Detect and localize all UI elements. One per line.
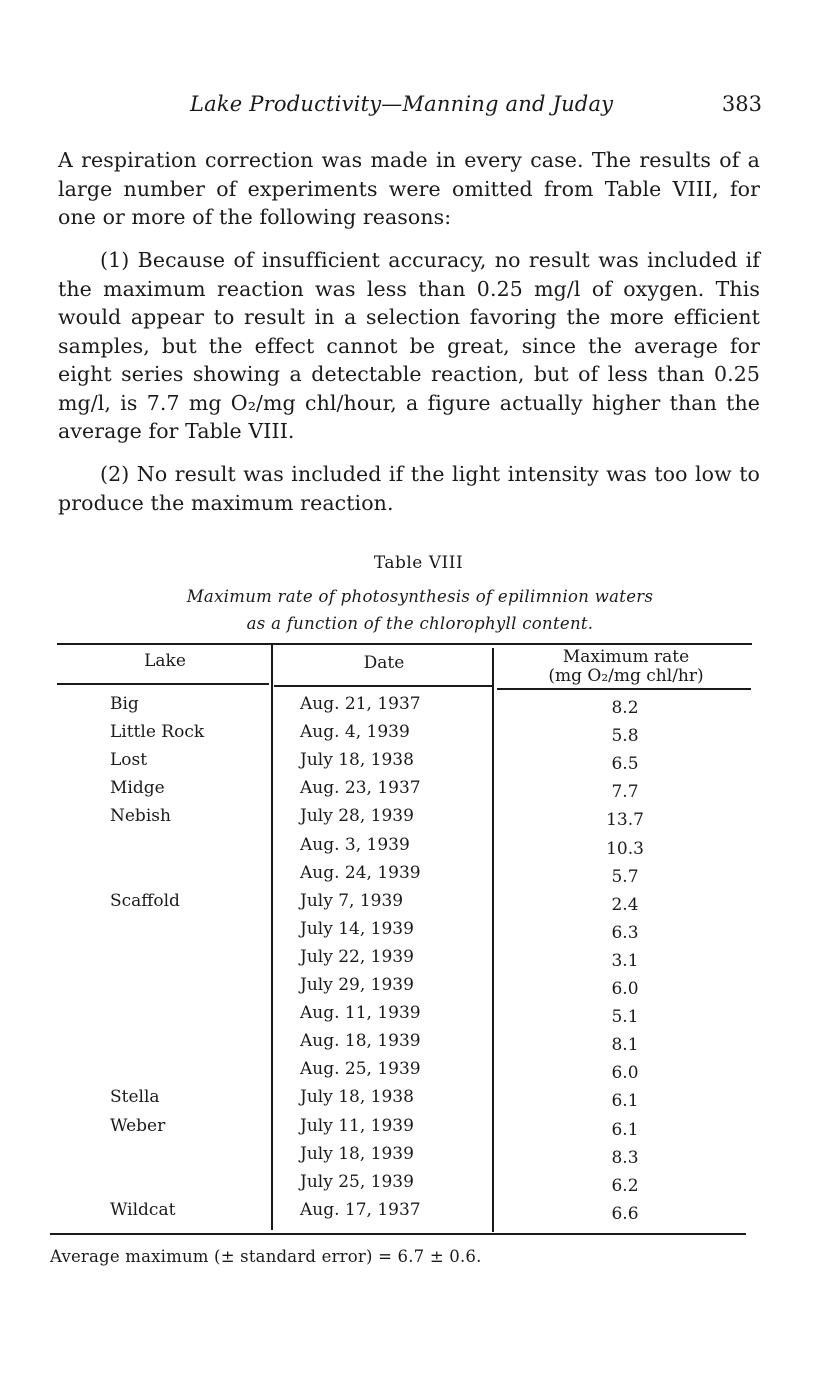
row-lake: Big bbox=[110, 694, 139, 714]
row-lake: Lost bbox=[110, 750, 148, 771]
table-row bbox=[0, 919, 837, 947]
row-date: July 29, 1939 bbox=[300, 975, 414, 995]
table-row bbox=[0, 1116, 837, 1144]
table-caption bbox=[120, 583, 720, 637]
row-rate: 3.1 bbox=[611, 950, 639, 971]
row-rate: 8.3 bbox=[611, 1147, 639, 1168]
row-date: July 14, 1939 bbox=[300, 918, 414, 939]
row-lake: Scaffold bbox=[110, 890, 180, 911]
row-date: July 18, 1938 bbox=[300, 750, 414, 771]
table-row bbox=[0, 835, 837, 863]
table-row bbox=[0, 806, 837, 834]
row-date: July 25, 1939 bbox=[300, 1171, 414, 1192]
table-row bbox=[0, 891, 837, 919]
page-header bbox=[60, 92, 762, 124]
row-date: July 28, 1939 bbox=[300, 806, 414, 827]
row-rate: 5.1 bbox=[611, 1007, 639, 1028]
row-date: Aug. 4, 1939 bbox=[300, 722, 410, 743]
row-date: Aug. 3, 1939 bbox=[300, 834, 410, 855]
row-date: Aug. 25, 1939 bbox=[300, 1059, 421, 1080]
row-rate: 5.7 bbox=[611, 866, 639, 887]
row-date: Aug. 17, 1937 bbox=[300, 1199, 421, 1220]
row-date: Aug. 21, 1937 bbox=[300, 694, 421, 714]
header-rule-rate bbox=[497, 688, 751, 690]
table-row bbox=[0, 750, 837, 778]
running-title: Lake Productivity—Manning and Juday bbox=[190, 92, 614, 116]
table-row bbox=[0, 1172, 837, 1200]
table-row bbox=[0, 1144, 837, 1172]
row-rate: 6.5 bbox=[611, 754, 639, 775]
table-footnote: Average maximum (± standard error) = 6.7 ± 0.6. bbox=[50, 1247, 482, 1266]
table-row bbox=[0, 778, 837, 806]
table-row bbox=[0, 947, 837, 975]
row-rate: 2.4 bbox=[611, 894, 639, 915]
row-date: July 18, 1939 bbox=[300, 1143, 414, 1164]
column-header-rate bbox=[500, 648, 752, 686]
table-row bbox=[0, 722, 837, 750]
row-lake: Midge bbox=[110, 778, 165, 799]
row-date: July 22, 1939 bbox=[300, 946, 414, 967]
row-date: July 18, 1938 bbox=[300, 1087, 414, 1108]
row-date: Aug. 18, 1939 bbox=[300, 1031, 421, 1052]
row-date: Aug. 23, 1937 bbox=[300, 778, 421, 799]
row-rate: 8.2 bbox=[611, 698, 639, 718]
header-rule-date bbox=[274, 685, 492, 687]
row-rate: 6.1 bbox=[611, 1119, 639, 1140]
paragraph-reason-2: (2) No result was included if the light intensity was too low to produce the maximum reaction. bbox=[58, 462, 760, 515]
row-rate: 13.7 bbox=[606, 810, 644, 831]
column-header-rate-line-2: (mg O₂/mg chl/hr) bbox=[548, 666, 704, 686]
row-rate: 8.1 bbox=[611, 1035, 639, 1056]
row-date: July 7, 1939 bbox=[300, 890, 404, 911]
paragraph-intro: A respiration correction was made in every case. The results of a large number of experiments were omitted from Table VIII, for one or more of the following reasons: bbox=[58, 148, 760, 229]
table-row bbox=[0, 975, 837, 1003]
row-date: Aug. 11, 1939 bbox=[300, 1003, 421, 1024]
row-rate: 6.1 bbox=[611, 1091, 639, 1112]
table-row bbox=[0, 1059, 837, 1087]
row-rate: 6.0 bbox=[611, 1063, 639, 1084]
row-rate: 7.7 bbox=[611, 782, 639, 803]
row-lake: Stella bbox=[110, 1087, 160, 1108]
table-caption-line-2: as a function of the chlorophyll content. bbox=[246, 614, 594, 633]
column-header-rate-line-1: Maximum rate bbox=[562, 647, 690, 667]
table-row bbox=[0, 1200, 837, 1228]
table-caption-line-1: Maximum rate of photosynthesis of epilimnion waters bbox=[186, 587, 654, 606]
column-header-date: Date bbox=[363, 653, 405, 673]
paragraph-reason-1: (1) Because of insufficient accuracy, no result was included if the maximum reaction was less than 0.25 mg/l of oxygen. This would appear to result in a selection favoring the more efficient samples, but the effect cannot be great, since the average for eight series showing a detectable reaction, but of less than 0.25 mg/l, is 7.7 mg O₂/mg chl/hour, a figure actually higher than the average for Table VIII. bbox=[58, 248, 760, 443]
row-date: Aug. 24, 1939 bbox=[300, 862, 421, 883]
page-number: 383 bbox=[721, 92, 762, 116]
table-top-rule bbox=[57, 643, 752, 645]
row-rate: 6.2 bbox=[611, 1175, 639, 1196]
table-row bbox=[0, 1031, 837, 1059]
row-date: July 11, 1939 bbox=[300, 1115, 414, 1136]
row-rate: 6.6 bbox=[611, 1203, 639, 1224]
row-lake: Wildcat bbox=[110, 1199, 176, 1220]
table-bottom-rule bbox=[50, 1233, 746, 1235]
row-rate: 6.0 bbox=[611, 979, 639, 999]
table-row bbox=[0, 694, 837, 722]
row-rate: 6.3 bbox=[611, 922, 639, 943]
row-lake: Nebish bbox=[110, 806, 171, 827]
row-lake: Little Rock bbox=[110, 722, 205, 743]
column-header-lake: Lake bbox=[144, 651, 186, 671]
header-rule-lake bbox=[57, 683, 269, 685]
table-row bbox=[0, 863, 837, 891]
row-rate: 5.8 bbox=[611, 726, 639, 747]
row-lake: Weber bbox=[110, 1115, 166, 1136]
table-row bbox=[0, 1087, 837, 1115]
row-rate: 10.3 bbox=[606, 838, 644, 859]
table-label: Table VIII bbox=[373, 553, 464, 573]
table-row bbox=[0, 1003, 837, 1031]
